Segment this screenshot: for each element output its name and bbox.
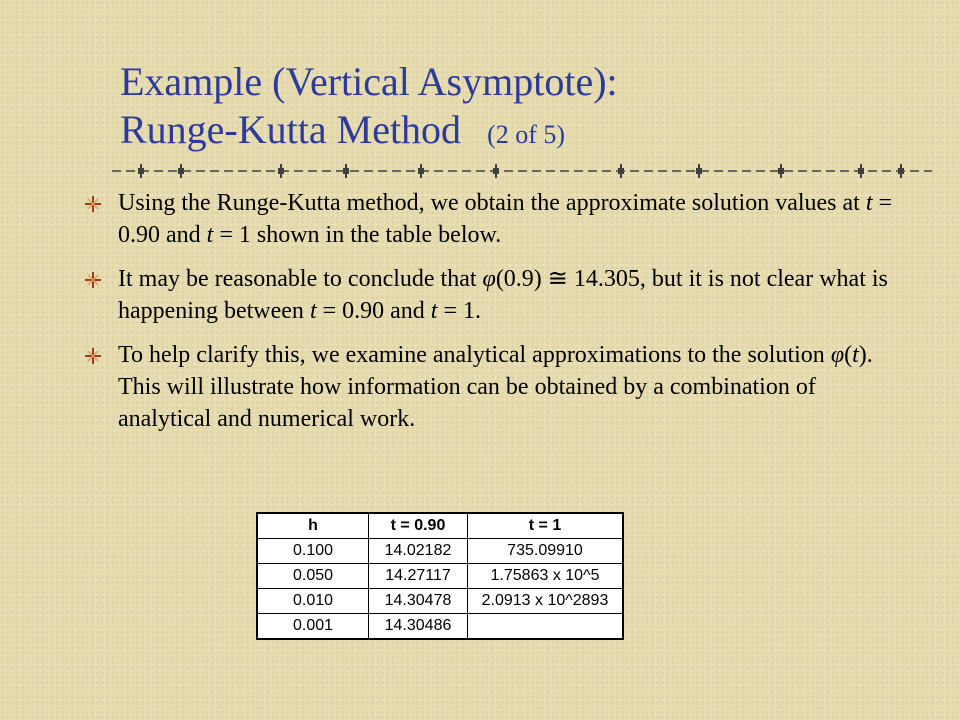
bullet-text: It may be reasonable to conclude that (118, 266, 483, 292)
cell-t090: 14.30486 (369, 614, 468, 640)
slide-title (120, 58, 920, 159)
title-method: Runge-Kutta Method (120, 107, 462, 152)
bullet-item: It may be reasonable to conclude that φ(0.9) ≅ 14.305, but it is not clear what is happening between t = 0.90 and t = 1. (84, 263, 904, 327)
title-line-2 (120, 106, 920, 159)
cell-t1: 735.09910 (468, 539, 624, 564)
cell-t1: 1.75863 x 10^5 (468, 564, 624, 589)
bullet-cross-icon (84, 271, 102, 289)
table-header-row (257, 513, 623, 539)
title-line-1: Example (Vertical Asymptote): (120, 59, 618, 104)
slide-counter: (2 of 5) (487, 120, 566, 149)
cell-h: 0.001 (257, 614, 369, 640)
bullet-text: Using the Runge-Kutta method, we obtain the approximate solution values at (118, 190, 866, 216)
cell-h: 0.010 (257, 589, 369, 614)
cell-t090: 14.27117 (369, 564, 468, 589)
table-row (257, 564, 623, 589)
table-row (257, 614, 623, 640)
cell-t090: 14.02182 (369, 539, 468, 564)
bullet-item: Using the Runge-Kutta method, we obtain the approximate solution values at t = 0.90 and t = 1 shown in the table below. (84, 187, 904, 251)
table-row (257, 589, 623, 614)
phi-symbol: φ (830, 342, 845, 368)
bullet-text: To help clarify this, we examine analytical approximations to the solution (118, 342, 831, 368)
results-table (256, 512, 624, 640)
bullet-item: To help clarify this, we examine analytical approximations to the solution φ(t). This will illustrate how information can be obtained by a combination of analytical and numerical work. (84, 339, 904, 435)
header-t1: t = 1 (468, 513, 624, 539)
bullet-cross-icon (84, 347, 102, 365)
header-t090: t = 0.90 (369, 513, 468, 539)
phi-symbol: φ (482, 266, 496, 292)
cell-t090: 14.30478 (369, 589, 468, 614)
cell-t1: 2.0913 x 10^2893 (468, 589, 624, 614)
cell-t1 (468, 614, 624, 640)
cell-h: 0.100 (257, 539, 369, 564)
bullet-list (84, 187, 904, 447)
cell-h: 0.050 (257, 564, 369, 589)
decorative-divider (112, 156, 932, 186)
bullet-cross-icon (84, 195, 102, 213)
header-h: h (257, 513, 369, 539)
table-row (257, 539, 623, 564)
